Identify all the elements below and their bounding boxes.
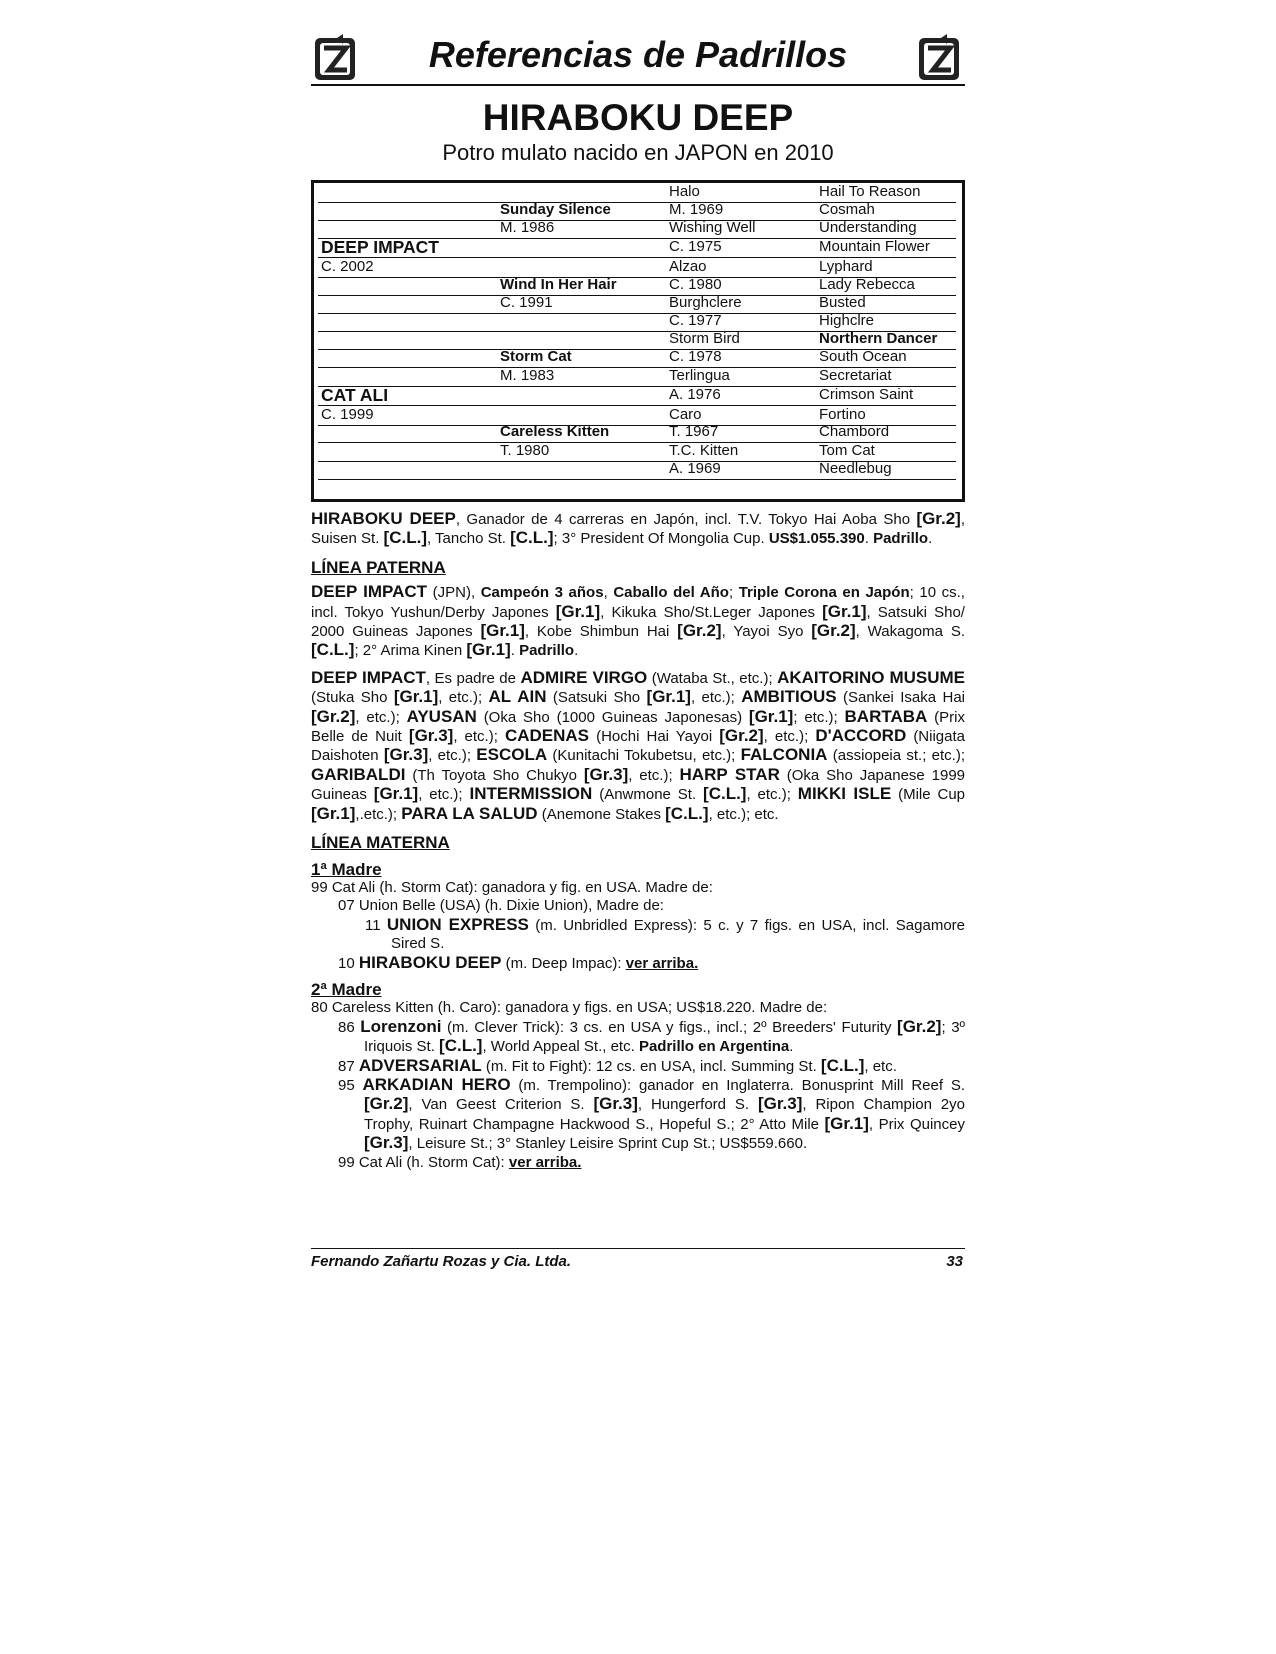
pedigree-cell: A. 1969 (669, 460, 721, 477)
pedigree-cell: Caro (669, 406, 702, 423)
page-number: 33 (946, 1253, 963, 1270)
bold-text: ADMIRE VIRGO (520, 667, 648, 687)
text: , etc.); (453, 728, 505, 746)
bold-text: AYUSAN (406, 706, 477, 726)
padrillo-label: Padrillo (873, 530, 929, 548)
text: (Th Toyota Sho Chukyo (405, 766, 584, 784)
pedigree-row (318, 219, 956, 239)
text: , etc.); (418, 786, 470, 804)
pedigree-cell: Hail To Reason (819, 183, 921, 200)
bold-text: [Gr.1] (373, 784, 419, 804)
summary-text: , Suisen St. (311, 511, 965, 548)
madre-1-list (311, 879, 965, 973)
bold-text: DEEP IMPACT (311, 667, 426, 687)
list-item (311, 879, 965, 897)
grade-label: [Gr.2] (916, 509, 961, 528)
text: . (510, 642, 520, 660)
pedigree-cell: C. 1975 (669, 238, 722, 255)
title-text: Campeón 3 años (480, 584, 604, 602)
horse-subtitle: Potro mulato nacido en JAPON en 2010 (442, 140, 834, 165)
text: , Es padre de (425, 669, 521, 687)
bold-text: [Gr.2] (719, 726, 764, 746)
list-item (311, 916, 965, 954)
text: (Anemone Stakes (537, 805, 666, 823)
grade-label: [Gr.1] (466, 640, 511, 660)
bold-text: [Gr.1] (824, 1113, 869, 1133)
pedigree-cell: Understanding (819, 219, 917, 236)
bold-text: PARA LA SALUD (401, 803, 538, 823)
pedigree-row (318, 183, 956, 203)
text: , etc.); (438, 689, 489, 707)
bold-text: [C.L.] (665, 803, 709, 823)
list-item (311, 1154, 965, 1172)
pedigree-cell: Terlingua (669, 367, 730, 384)
pedigree-cell: Northern Dancer (819, 330, 938, 347)
text: (Wataba St., etc.); (647, 669, 778, 687)
pedigree-cell: Fortino (819, 406, 866, 423)
text: 80 Careless Kitten (h. Caro): ganadora y figs. en USA; US$18.220. Madre de: (311, 999, 828, 1017)
logo-icon (917, 34, 963, 82)
bold-text: [C.L.] (439, 1036, 483, 1056)
summary-paragraph (311, 510, 965, 549)
bold-text: CADENAS (504, 726, 590, 746)
text: (Stuka Sho (311, 689, 394, 707)
pedigree-cell: Needlebug (819, 460, 892, 477)
text: ; 3º Iriquois St. (364, 1018, 966, 1056)
text: 10 (338, 954, 359, 972)
text: . (574, 642, 579, 660)
pedigree-cell: Tom Cat (819, 442, 875, 459)
pedigree-cell: T. 1980 (500, 442, 550, 459)
bold-text: INTERMISSION (469, 784, 593, 804)
text: (Oka Sho (1000 Guineas Japonesas) (476, 708, 749, 726)
pedigree-cell: Lady Rebecca (819, 276, 915, 293)
bold-text: [Gr.3] (408, 726, 454, 746)
text: ver arriba. (508, 1153, 582, 1171)
text: ,.etc.); (355, 805, 402, 823)
pedigree-row (318, 330, 956, 350)
pedigree-cell: Busted (819, 294, 866, 311)
bold-text: AKAITORINO MUSUME (777, 667, 966, 687)
text: ; 2° Arima Kinen (354, 642, 467, 660)
pedigree-cell: C. 2002 (321, 258, 374, 275)
list-item (311, 1076, 965, 1154)
list-item (311, 897, 965, 915)
text: 95 (338, 1076, 363, 1094)
list-item (311, 1057, 965, 1076)
title-text: Triple Corona en Japón (738, 584, 910, 602)
bold-text: [Gr.1] (311, 803, 356, 823)
pedigree-cell: Chambord (819, 423, 890, 440)
text: (m. Deep Impac): (501, 954, 626, 972)
pedigree-cell: Storm Bird (669, 330, 740, 347)
pedigree-row (318, 294, 956, 314)
footer-company: Fernando Zañartu Rozas y Cia. Ltda. (311, 1253, 572, 1270)
bold-text: AMBITIOUS (741, 687, 837, 707)
text: , Kobe Shimbun Hai (524, 623, 678, 641)
bold-text: [Gr.3] (383, 745, 429, 765)
text: (Oka Sho Japanese 1999 Guineas (311, 766, 966, 804)
pedigree-row (318, 201, 956, 221)
grade-label: [C.L.] (383, 528, 427, 548)
text: , etc.); (355, 708, 407, 726)
pedigree-cell: Careless Kitten (500, 423, 610, 440)
text: ; 10 cs., incl. Tokyo Yushun/Derby Japones (311, 584, 965, 621)
pedigree-cell: DEEP IMPACT (321, 237, 439, 257)
pedigree-cell: Cosmah (819, 201, 875, 218)
page-footer (311, 1248, 965, 1270)
text: (Niigata Daishoten (311, 728, 966, 765)
summary-text: . (864, 530, 874, 548)
grade-label: [Gr.1] (480, 621, 525, 641)
text: (m. Trempolino): ganador en Inglaterra. Bonusprint Mill Reef S. (510, 1076, 965, 1094)
pedigree-cell: Storm Cat (500, 348, 572, 365)
pedigree-cell: C. 1999 (321, 406, 374, 423)
pedigree-table (311, 180, 965, 502)
summary-text: , Tancho St. (426, 530, 511, 548)
list-item (311, 999, 965, 1017)
pedigree-cell: A. 1976 (669, 386, 721, 403)
grade-label: [Gr.1] (555, 601, 601, 621)
bold-text: ADVERSARIAL (358, 1055, 482, 1075)
text: ; (728, 584, 739, 602)
madre-2-heading: 2ª Madre (311, 979, 382, 999)
text: , Yayoi Syo (721, 623, 812, 641)
text: , etc.); (763, 728, 816, 746)
madre-2-list (311, 999, 965, 1172)
pedigree-row (318, 442, 956, 462)
pedigree-cell: M. 1986 (500, 219, 555, 236)
offspring-paragraph (311, 669, 965, 824)
text: , Hungerford S. (637, 1096, 758, 1114)
body-text (311, 510, 965, 1172)
bold-text: [Gr.2] (311, 706, 356, 726)
pedigree-row (318, 312, 956, 332)
text: (Prix Belle de Nuit (311, 708, 966, 746)
pedigree-cell: C. 1980 (669, 276, 722, 293)
text: 87 (338, 1057, 359, 1075)
text: , Leisure St.; 3° Stanley Leisire Sprint Cup St.; US$559.660. (408, 1135, 808, 1153)
title-text: Caballo del Año (613, 584, 729, 602)
bold-text: [Gr.3] (757, 1094, 803, 1114)
text: . (789, 1038, 794, 1056)
pedigree-row (318, 348, 956, 368)
bold-text: Lorenzoni (360, 1016, 442, 1036)
pedigree-row (318, 423, 956, 443)
pedigree-cell: C. 1991 (500, 294, 553, 311)
summary-text: ; 3° President Of Mongolia Cup. (553, 530, 769, 548)
pedigree-row (318, 258, 956, 278)
text: (m. Unbridled Express): 5 c. y 7 figs. en USA, incl. Sagamore Sired S. (391, 916, 966, 953)
pedigree-row (318, 276, 956, 296)
pedigree-cell: M. 1969 (669, 201, 724, 218)
bold-text: BARTABA (844, 706, 928, 726)
pedigree-cell: Burghclere (669, 294, 742, 311)
pedigree-cell: Wishing Well (669, 219, 756, 236)
sire-name: DEEP IMPACT (311, 582, 428, 602)
grade-label: [Gr.1] (822, 601, 867, 621)
text: 99 Cat Ali (h. Storm Cat): (338, 1153, 509, 1171)
bold-text: UNION EXPRESS (386, 914, 529, 934)
pedigree-cell: Wind In Her Hair (500, 276, 617, 293)
pedigree-cell: Sunday Silence (500, 201, 611, 218)
bold-text: HARP STAR (679, 764, 780, 784)
pedigree-cell: Crimson Saint (819, 386, 914, 403)
bold-text: [Gr.1] (646, 687, 691, 707)
text: ; etc.); (793, 708, 845, 726)
bold-text: AL AIN (488, 687, 547, 707)
grade-label: [C.L.] (510, 528, 554, 548)
text: , etc.); (628, 766, 680, 784)
text: , Ripon Champion 2yo Trophy, Ruinart Champagne Hackwood S., Hopeful S.; 2° Atto Mile (364, 1096, 965, 1133)
text: , Satsuki Sho/ 2000 Guineas Japones (311, 603, 965, 641)
bold-text: ARKADIAN HERO (362, 1074, 511, 1094)
text: (JPN), (427, 584, 481, 602)
pedigree-cell: Lyphard (819, 258, 873, 275)
text: , etc.); (690, 689, 742, 707)
text: , (603, 584, 614, 602)
summary-text: , Ganador de 4 carreras en Japón, incl. T.V. Tokyo Hai Aoba Sho (455, 511, 917, 528)
text: (Sankei Isaka Hai (836, 689, 966, 707)
grade-label: [Gr.2] (677, 621, 722, 641)
pedigree-cell: Alzao (669, 258, 707, 275)
summary-text: . (928, 530, 933, 548)
bold-text: [C.L.] (703, 784, 747, 804)
text: (Anwmone St. (592, 786, 704, 804)
pedigree-cell: C. 1977 (669, 312, 722, 329)
text: , Wakagoma S. (855, 623, 966, 641)
bold-text: [C.L.] (820, 1055, 865, 1075)
bold-text: ESCOLA (476, 745, 548, 765)
pedigree-cell: T. 1967 (669, 423, 719, 440)
pedigree-cell: Highclre (819, 312, 875, 329)
earnings: US$1.055.390 (768, 530, 865, 548)
pedigree-cell: C. 1978 (669, 348, 722, 365)
text: ver arriba. (625, 954, 699, 972)
text: , Prix Quincey (868, 1115, 965, 1133)
text: (m. Fit to Fight): 12 cs. en USA, incl. Summing St. (481, 1057, 821, 1075)
text: , etc. (864, 1057, 897, 1075)
pedigree-cell: Halo (669, 183, 700, 200)
bold-text: HIRABOKU DEEP (358, 952, 502, 972)
bold-text: [Gr.3] (593, 1094, 638, 1114)
grade-label: [Gr.2] (811, 621, 856, 641)
summary-name: HIRABOKU DEEP (311, 509, 456, 528)
bold-text: [Gr.1] (393, 687, 439, 707)
bold-text: [Gr.1] (748, 706, 794, 726)
text: , etc.); etc. (708, 805, 779, 823)
text: , etc.); (428, 747, 477, 765)
bold-text: GARIBALDI (311, 764, 406, 784)
text: 11 (365, 916, 387, 934)
madre-1-heading: 1ª Madre (311, 859, 382, 879)
pedigree-row (318, 367, 956, 387)
text: 99 Cat Ali (h. Storm Cat): ganadora y fig. en USA. Madre de: (311, 878, 713, 896)
text: , Kikuka Sho/St.Leger Japones (600, 603, 823, 621)
header-title: Referencias de Padrillos (428, 34, 848, 75)
bold-text: [Gr.3] (364, 1133, 409, 1153)
pedigree-cell: South Ocean (819, 348, 907, 365)
list-item (311, 1018, 965, 1057)
text: , etc.); (746, 786, 798, 804)
pedigree-cell: Secretariat (819, 367, 892, 384)
section-heading-materna: LÍNEA MATERNA (311, 833, 450, 853)
padrillo-label: Padrillo (519, 642, 575, 660)
text: , Van Geest Criterion S. (408, 1096, 594, 1114)
text: , World Appeal St., etc. (482, 1038, 639, 1056)
page-header (311, 30, 965, 86)
text: (Hochi Hai Yayoi (589, 728, 720, 746)
text: (Mile Cup (891, 786, 966, 804)
bold-text: [Gr.2] (897, 1016, 942, 1036)
pedigree-row (318, 238, 956, 258)
paterna-paragraph (311, 583, 965, 661)
bold-text: [Gr.3] (583, 764, 629, 784)
pedigree-cell: T.C. Kitten (669, 442, 739, 459)
grade-label: [C.L.] (311, 640, 355, 660)
pedigree-cell: Mountain Flower (819, 238, 930, 255)
bold-text: MIKKI ISLE (797, 784, 892, 804)
text: Padrillo en Argentina (638, 1038, 790, 1056)
bold-text: FALCONIA (740, 745, 828, 765)
text: 86 (338, 1018, 361, 1036)
pedigree-row (318, 386, 956, 406)
list-item (311, 954, 965, 973)
text: (m. Clever Trick): 3 cs. en USA y figs., incl.; 2º Breeders' Futurity (441, 1018, 898, 1036)
text: (assiopeia st.; etc.); (827, 747, 965, 765)
pedigree-cell: CAT ALI (321, 385, 389, 405)
section-heading-paterna: LÍNEA PATERNA (311, 557, 446, 577)
text: 07 Union Belle (USA) (h. Dixie Union), Madre de: (338, 897, 664, 915)
page (311, 30, 965, 1172)
bold-text: [Gr.2] (364, 1094, 409, 1114)
pedigree-row (318, 460, 956, 480)
pedigree-cell: M. 1983 (500, 367, 555, 384)
text: (Kunitachi Tokubetsu, etc.); (547, 747, 741, 765)
horse-name: HIRABOKU DEEP (482, 97, 794, 138)
bold-text: D'ACCORD (815, 726, 907, 746)
text: (Satsuki Sho (546, 689, 647, 707)
